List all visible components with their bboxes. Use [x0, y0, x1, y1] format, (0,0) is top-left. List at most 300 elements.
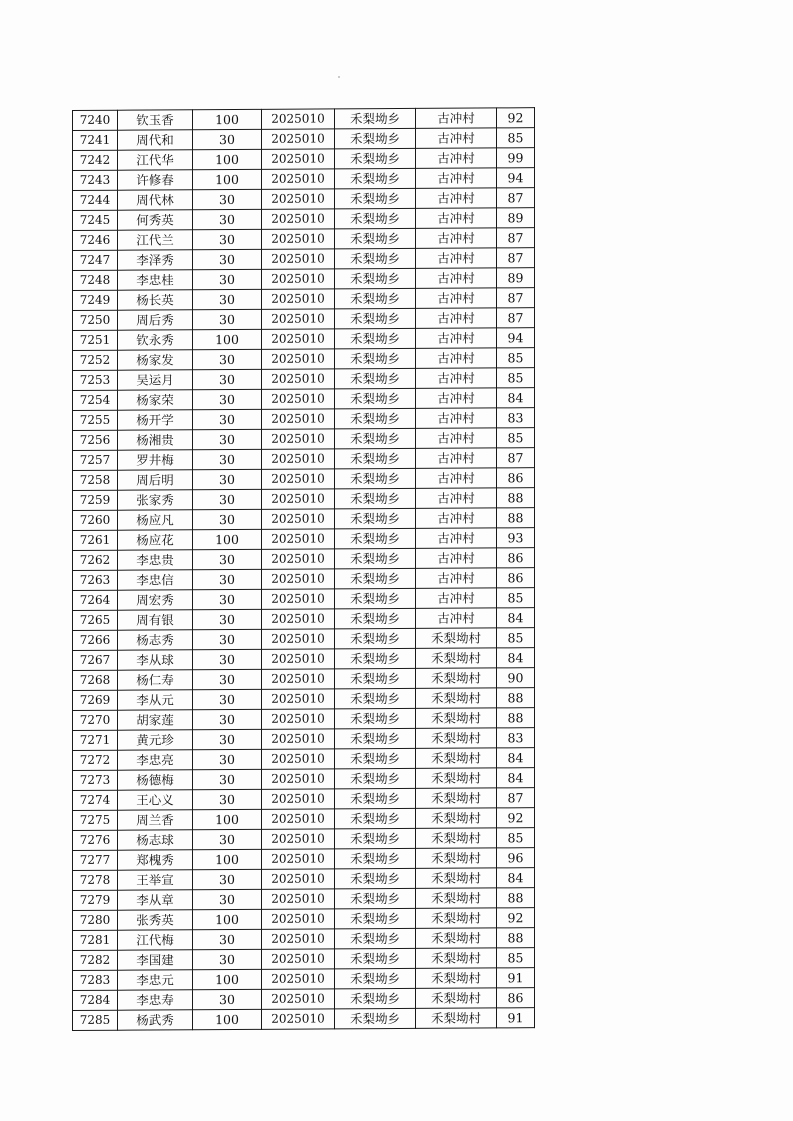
- row-score-cell: 85: [497, 828, 535, 848]
- row-id-cell: 7249: [73, 290, 118, 310]
- row-town-cell: 禾梨坳乡: [335, 668, 416, 688]
- row-id-cell: 7263: [73, 570, 118, 590]
- table-row: [73, 988, 535, 1011]
- row-id-cell: 7285: [73, 1010, 118, 1030]
- table-row: [73, 388, 535, 411]
- row-village-cell: 古冲村: [416, 128, 497, 148]
- row-score-cell: 91: [497, 968, 535, 988]
- row-period-cell: 2025010: [262, 809, 335, 829]
- row-amount-cell: 30: [193, 829, 262, 849]
- row-id-cell: 7250: [73, 310, 118, 330]
- row-name-cell: 杨仁寿: [118, 670, 193, 690]
- row-name-cell: 杨武秀: [118, 1010, 193, 1030]
- row-town-cell: 禾梨坳乡: [335, 528, 416, 548]
- row-name-cell: 罗井梅: [118, 450, 193, 470]
- row-id-cell: 7240: [73, 110, 118, 130]
- row-id-cell: 7242: [73, 150, 118, 170]
- row-score-cell: 84: [497, 748, 535, 768]
- row-name-cell: 李从元: [118, 690, 193, 710]
- table-row: [73, 828, 535, 851]
- row-name-cell: 许修春: [118, 170, 193, 190]
- row-amount-cell: 30: [193, 409, 262, 429]
- row-name-cell: 郑槐秀: [118, 850, 193, 870]
- row-amount-cell: 30: [193, 949, 262, 969]
- roster-table-body: [73, 108, 535, 1031]
- row-town-cell: 禾梨坳乡: [335, 588, 416, 608]
- row-period-cell: 2025010: [262, 589, 335, 609]
- row-period-cell: 2025010: [262, 369, 335, 389]
- row-score-cell: 85: [497, 368, 535, 388]
- row-village-cell: 古冲村: [416, 268, 497, 288]
- table-row: [73, 228, 535, 251]
- row-period-cell: 2025010: [262, 649, 335, 669]
- row-village-cell: 古冲村: [416, 608, 497, 628]
- row-period-cell: 2025010: [262, 969, 335, 989]
- row-amount-cell: 100: [193, 1009, 262, 1029]
- table-row: [73, 848, 535, 871]
- row-score-cell: 87: [497, 308, 535, 328]
- row-amount-cell: 30: [193, 749, 262, 769]
- row-amount-cell: 30: [193, 689, 262, 709]
- row-score-cell: 88: [497, 688, 535, 708]
- row-period-cell: 2025010: [262, 289, 335, 309]
- row-village-cell: 古冲村: [416, 348, 497, 368]
- row-name-cell: 周有银: [118, 610, 193, 630]
- table-row: [73, 528, 535, 551]
- row-amount-cell: 100: [193, 809, 262, 829]
- row-village-cell: 古冲村: [416, 148, 497, 168]
- row-period-cell: 2025010: [262, 689, 335, 709]
- row-period-cell: 2025010: [262, 489, 335, 509]
- row-period-cell: 2025010: [262, 109, 335, 129]
- row-id-cell: 7259: [73, 490, 118, 510]
- row-amount-cell: 30: [193, 769, 262, 789]
- row-village-cell: 古冲村: [416, 308, 497, 328]
- table-row: [73, 728, 535, 751]
- row-name-cell: 杨志球: [118, 830, 193, 850]
- row-town-cell: 禾梨坳乡: [335, 128, 416, 148]
- row-id-cell: 7270: [73, 710, 118, 730]
- row-town-cell: 禾梨坳乡: [335, 488, 416, 508]
- row-score-cell: 86: [497, 548, 535, 568]
- row-score-cell: 88: [497, 708, 535, 728]
- row-name-cell: 杨德梅: [118, 770, 193, 790]
- row-town-cell: 禾梨坳乡: [335, 568, 416, 588]
- row-town-cell: 禾梨坳乡: [335, 988, 416, 1008]
- row-town-cell: 禾梨坳乡: [335, 468, 416, 488]
- row-score-cell: 89: [497, 268, 535, 288]
- row-village-cell: 禾梨坳村: [416, 648, 497, 668]
- row-amount-cell: 30: [193, 669, 262, 689]
- table-row: [73, 168, 535, 191]
- row-amount-cell: 30: [193, 289, 262, 309]
- scan-speck: [338, 76, 340, 78]
- row-score-cell: 90: [497, 668, 535, 688]
- row-village-cell: 禾梨坳村: [416, 968, 497, 988]
- row-amount-cell: 30: [193, 129, 262, 149]
- row-id-cell: 7267: [73, 650, 118, 670]
- row-score-cell: 84: [497, 648, 535, 668]
- row-village-cell: 禾梨坳村: [416, 748, 497, 768]
- row-score-cell: 84: [497, 868, 535, 888]
- row-town-cell: 禾梨坳乡: [335, 388, 416, 408]
- row-name-cell: 杨长英: [118, 290, 193, 310]
- row-id-cell: 7272: [73, 750, 118, 770]
- row-amount-cell: 30: [193, 229, 262, 249]
- row-town-cell: 禾梨坳乡: [335, 228, 416, 248]
- row-amount-cell: 100: [193, 329, 262, 349]
- row-period-cell: 2025010: [262, 329, 335, 349]
- row-town-cell: 禾梨坳乡: [335, 508, 416, 528]
- row-amount-cell: 100: [193, 109, 262, 129]
- table-row: [73, 268, 535, 291]
- row-village-cell: 古冲村: [416, 488, 497, 508]
- row-name-cell: 周后秀: [118, 310, 193, 330]
- row-id-cell: 7280: [73, 910, 118, 930]
- row-town-cell: 禾梨坳乡: [335, 928, 416, 948]
- row-town-cell: 禾梨坳乡: [335, 428, 416, 448]
- row-town-cell: 禾梨坳乡: [335, 168, 416, 188]
- row-period-cell: 2025010: [262, 189, 335, 209]
- row-town-cell: 禾梨坳乡: [335, 448, 416, 468]
- row-amount-cell: 100: [193, 849, 262, 869]
- row-town-cell: 禾梨坳乡: [335, 288, 416, 308]
- row-amount-cell: 30: [193, 609, 262, 629]
- row-amount-cell: 30: [193, 729, 262, 749]
- row-period-cell: 2025010: [262, 449, 335, 469]
- row-score-cell: 87: [497, 288, 535, 308]
- row-score-cell: 85: [497, 428, 535, 448]
- row-village-cell: 古冲村: [416, 408, 497, 428]
- row-id-cell: 7253: [73, 370, 118, 390]
- row-id-cell: 7255: [73, 410, 118, 430]
- row-village-cell: 禾梨坳村: [416, 788, 497, 808]
- row-village-cell: 古冲村: [416, 428, 497, 448]
- row-id-cell: 7258: [73, 470, 118, 490]
- row-name-cell: 杨湘贵: [118, 430, 193, 450]
- row-name-cell: 周宏秀: [118, 590, 193, 610]
- table-row: [73, 568, 535, 591]
- row-score-cell: 92: [497, 808, 535, 828]
- row-score-cell: 88: [497, 888, 535, 908]
- row-amount-cell: 30: [193, 269, 262, 289]
- row-amount-cell: 30: [193, 209, 262, 229]
- row-score-cell: 84: [497, 608, 535, 628]
- row-village-cell: 古冲村: [416, 528, 497, 548]
- table-row: [73, 248, 535, 271]
- row-name-cell: 吴运月: [118, 370, 193, 390]
- row-period-cell: 2025010: [262, 409, 335, 429]
- row-amount-cell: 100: [193, 169, 262, 189]
- row-id-cell: 7251: [73, 330, 118, 350]
- row-village-cell: 古冲村: [416, 368, 497, 388]
- table-row: [73, 208, 535, 231]
- row-village-cell: 禾梨坳村: [416, 728, 497, 748]
- row-name-cell: 钦永秀: [118, 330, 193, 350]
- row-id-cell: 7277: [73, 850, 118, 870]
- row-name-cell: 胡家莲: [118, 710, 193, 730]
- row-name-cell: 何秀英: [118, 210, 193, 230]
- row-name-cell: 杨开学: [118, 410, 193, 430]
- row-period-cell: 2025010: [262, 469, 335, 489]
- row-score-cell: 87: [497, 448, 535, 468]
- table-row: [73, 448, 535, 471]
- row-town-cell: 禾梨坳乡: [335, 648, 416, 668]
- table-row: [73, 408, 535, 431]
- row-village-cell: 禾梨坳村: [416, 768, 497, 788]
- row-period-cell: 2025010: [262, 509, 335, 529]
- row-amount-cell: 30: [193, 429, 262, 449]
- row-village-cell: 古冲村: [416, 568, 497, 588]
- row-period-cell: 2025010: [262, 129, 335, 149]
- table-row: [73, 708, 535, 731]
- row-town-cell: 禾梨坳乡: [335, 348, 416, 368]
- table-row: [73, 468, 535, 491]
- row-id-cell: 7268: [73, 670, 118, 690]
- row-name-cell: 李忠贵: [118, 550, 193, 570]
- row-period-cell: 2025010: [262, 669, 335, 689]
- row-period-cell: 2025010: [262, 429, 335, 449]
- row-id-cell: 7257: [73, 450, 118, 470]
- row-score-cell: 96: [497, 848, 535, 868]
- row-id-cell: 7260: [73, 510, 118, 530]
- row-town-cell: 禾梨坳乡: [335, 788, 416, 808]
- row-amount-cell: 30: [193, 649, 262, 669]
- row-village-cell: 古冲村: [416, 168, 497, 188]
- row-village-cell: 禾梨坳村: [416, 1008, 497, 1028]
- row-period-cell: 2025010: [262, 709, 335, 729]
- row-name-cell: 周代和: [118, 130, 193, 150]
- row-id-cell: 7283: [73, 970, 118, 990]
- row-town-cell: 禾梨坳乡: [335, 888, 416, 908]
- row-name-cell: 李忠信: [118, 570, 193, 590]
- row-village-cell: 古冲村: [416, 208, 497, 228]
- row-name-cell: 李忠元: [118, 970, 193, 990]
- row-id-cell: 7248: [73, 270, 118, 290]
- row-period-cell: 2025010: [262, 769, 335, 789]
- row-period-cell: 2025010: [262, 249, 335, 269]
- row-name-cell: 周后明: [118, 470, 193, 490]
- row-town-cell: 禾梨坳乡: [335, 368, 416, 388]
- table-row: [73, 868, 535, 891]
- row-village-cell: 古冲村: [416, 248, 497, 268]
- row-amount-cell: 30: [193, 989, 262, 1009]
- row-amount-cell: 30: [193, 869, 262, 889]
- row-id-cell: 7278: [73, 870, 118, 890]
- row-village-cell: 古冲村: [416, 508, 497, 528]
- row-score-cell: 88: [497, 488, 535, 508]
- row-id-cell: 7246: [73, 230, 118, 250]
- row-id-cell: 7261: [73, 530, 118, 550]
- row-name-cell: 李忠桂: [118, 270, 193, 290]
- row-period-cell: 2025010: [262, 749, 335, 769]
- row-village-cell: 古冲村: [416, 228, 497, 248]
- row-name-cell: 杨应花: [118, 530, 193, 550]
- row-id-cell: 7284: [73, 990, 118, 1010]
- row-village-cell: 古冲村: [416, 448, 497, 468]
- row-village-cell: 禾梨坳村: [416, 868, 497, 888]
- row-name-cell: 杨家荣: [118, 390, 193, 410]
- row-amount-cell: 30: [193, 189, 262, 209]
- row-amount-cell: 30: [193, 929, 262, 949]
- table-row: [73, 748, 535, 771]
- row-score-cell: 86: [497, 988, 535, 1008]
- table-row: [73, 108, 535, 131]
- row-score-cell: 85: [497, 588, 535, 608]
- row-name-cell: 李忠寿: [118, 990, 193, 1010]
- table-row: [73, 648, 535, 671]
- table-row: [73, 308, 535, 331]
- row-village-cell: 古冲村: [416, 328, 497, 348]
- row-id-cell: 7252: [73, 350, 118, 370]
- row-town-cell: 禾梨坳乡: [335, 628, 416, 648]
- row-score-cell: 84: [497, 388, 535, 408]
- row-score-cell: 94: [497, 168, 535, 188]
- row-score-cell: 87: [497, 248, 535, 268]
- row-amount-cell: 30: [193, 509, 262, 529]
- row-period-cell: 2025010: [262, 389, 335, 409]
- row-id-cell: 7274: [73, 790, 118, 810]
- row-name-cell: 张家秀: [118, 490, 193, 510]
- row-amount-cell: 30: [193, 369, 262, 389]
- row-name-cell: 张秀英: [118, 910, 193, 930]
- row-name-cell: 李从球: [118, 650, 193, 670]
- row-period-cell: 2025010: [262, 869, 335, 889]
- row-period-cell: 2025010: [262, 209, 335, 229]
- row-town-cell: 禾梨坳乡: [335, 968, 416, 988]
- table-row: [73, 508, 535, 531]
- row-name-cell: 周代林: [118, 190, 193, 210]
- table-row: [73, 1008, 535, 1031]
- row-village-cell: 古冲村: [416, 548, 497, 568]
- row-town-cell: 禾梨坳乡: [335, 248, 416, 268]
- row-period-cell: 2025010: [262, 909, 335, 929]
- row-score-cell: 92: [497, 908, 535, 928]
- table-row: [73, 608, 535, 631]
- row-id-cell: 7265: [73, 610, 118, 630]
- row-period-cell: 2025010: [262, 829, 335, 849]
- row-id-cell: 7254: [73, 390, 118, 410]
- row-name-cell: 王心义: [118, 790, 193, 810]
- roster-table-wrapper: [72, 107, 527, 1031]
- row-period-cell: 2025010: [262, 149, 335, 169]
- row-name-cell: 黄元珍: [118, 730, 193, 750]
- row-village-cell: 禾梨坳村: [416, 948, 497, 968]
- row-village-cell: 禾梨坳村: [416, 828, 497, 848]
- table-row: [73, 688, 535, 711]
- row-period-cell: 2025010: [262, 989, 335, 1009]
- table-row: [73, 928, 535, 951]
- row-score-cell: 99: [497, 148, 535, 168]
- row-id-cell: 7247: [73, 250, 118, 270]
- row-village-cell: 古冲村: [416, 468, 497, 488]
- row-period-cell: 2025010: [262, 1009, 335, 1029]
- row-name-cell: 杨志秀: [118, 630, 193, 650]
- row-amount-cell: 100: [193, 909, 262, 929]
- row-id-cell: 7243: [73, 170, 118, 190]
- row-village-cell: 古冲村: [416, 108, 497, 128]
- table-row: [73, 368, 535, 391]
- row-score-cell: 88: [497, 928, 535, 948]
- row-village-cell: 禾梨坳村: [416, 708, 497, 728]
- row-town-cell: 禾梨坳乡: [335, 948, 416, 968]
- row-amount-cell: 30: [193, 309, 262, 329]
- table-row: [73, 548, 535, 571]
- table-row: [73, 428, 535, 451]
- row-amount-cell: 30: [193, 449, 262, 469]
- table-row: [73, 328, 535, 351]
- row-village-cell: 禾梨坳村: [416, 908, 497, 928]
- row-id-cell: 7244: [73, 190, 118, 210]
- row-name-cell: 江代兰: [118, 230, 193, 250]
- row-score-cell: 91: [497, 1008, 535, 1028]
- row-period-cell: 2025010: [262, 169, 335, 189]
- row-town-cell: 禾梨坳乡: [335, 108, 416, 128]
- row-period-cell: 2025010: [262, 889, 335, 909]
- row-period-cell: 2025010: [262, 929, 335, 949]
- row-score-cell: 85: [497, 628, 535, 648]
- row-name-cell: 江代梅: [118, 930, 193, 950]
- table-row: [73, 148, 535, 171]
- row-village-cell: 古冲村: [416, 588, 497, 608]
- row-period-cell: 2025010: [262, 949, 335, 969]
- row-period-cell: 2025010: [262, 269, 335, 289]
- row-amount-cell: 100: [193, 529, 262, 549]
- row-village-cell: 禾梨坳村: [416, 628, 497, 648]
- row-village-cell: 禾梨坳村: [416, 808, 497, 828]
- row-id-cell: 7275: [73, 810, 118, 830]
- row-town-cell: 禾梨坳乡: [335, 748, 416, 768]
- table-row: [73, 768, 535, 791]
- row-amount-cell: 30: [193, 549, 262, 569]
- row-amount-cell: 30: [193, 389, 262, 409]
- table-row: [73, 348, 535, 371]
- row-village-cell: 禾梨坳村: [416, 888, 497, 908]
- row-score-cell: 85: [497, 948, 535, 968]
- row-amount-cell: 30: [193, 469, 262, 489]
- table-row: [73, 128, 535, 151]
- row-town-cell: 禾梨坳乡: [335, 908, 416, 928]
- row-score-cell: 83: [497, 728, 535, 748]
- table-row: [73, 488, 535, 511]
- table-row: [73, 288, 535, 311]
- table-row: [73, 668, 535, 691]
- row-id-cell: 7241: [73, 130, 118, 150]
- table-row: [73, 908, 535, 931]
- row-name-cell: 王举宣: [118, 870, 193, 890]
- row-id-cell: 7271: [73, 730, 118, 750]
- row-amount-cell: 30: [193, 629, 262, 649]
- row-amount-cell: 30: [193, 889, 262, 909]
- row-score-cell: 84: [497, 768, 535, 788]
- row-id-cell: 7273: [73, 770, 118, 790]
- row-score-cell: 88: [497, 508, 535, 528]
- row-id-cell: 7269: [73, 690, 118, 710]
- row-town-cell: 禾梨坳乡: [335, 408, 416, 428]
- row-village-cell: 禾梨坳村: [416, 848, 497, 868]
- row-name-cell: 李从章: [118, 890, 193, 910]
- row-id-cell: 7262: [73, 550, 118, 570]
- row-town-cell: 禾梨坳乡: [335, 188, 416, 208]
- row-village-cell: 禾梨坳村: [416, 688, 497, 708]
- row-id-cell: 7256: [73, 430, 118, 450]
- roster-table: [72, 107, 535, 1031]
- row-period-cell: 2025010: [262, 529, 335, 549]
- row-town-cell: 禾梨坳乡: [335, 768, 416, 788]
- row-town-cell: 禾梨坳乡: [335, 708, 416, 728]
- row-village-cell: 禾梨坳村: [416, 668, 497, 688]
- row-town-cell: 禾梨坳乡: [335, 608, 416, 628]
